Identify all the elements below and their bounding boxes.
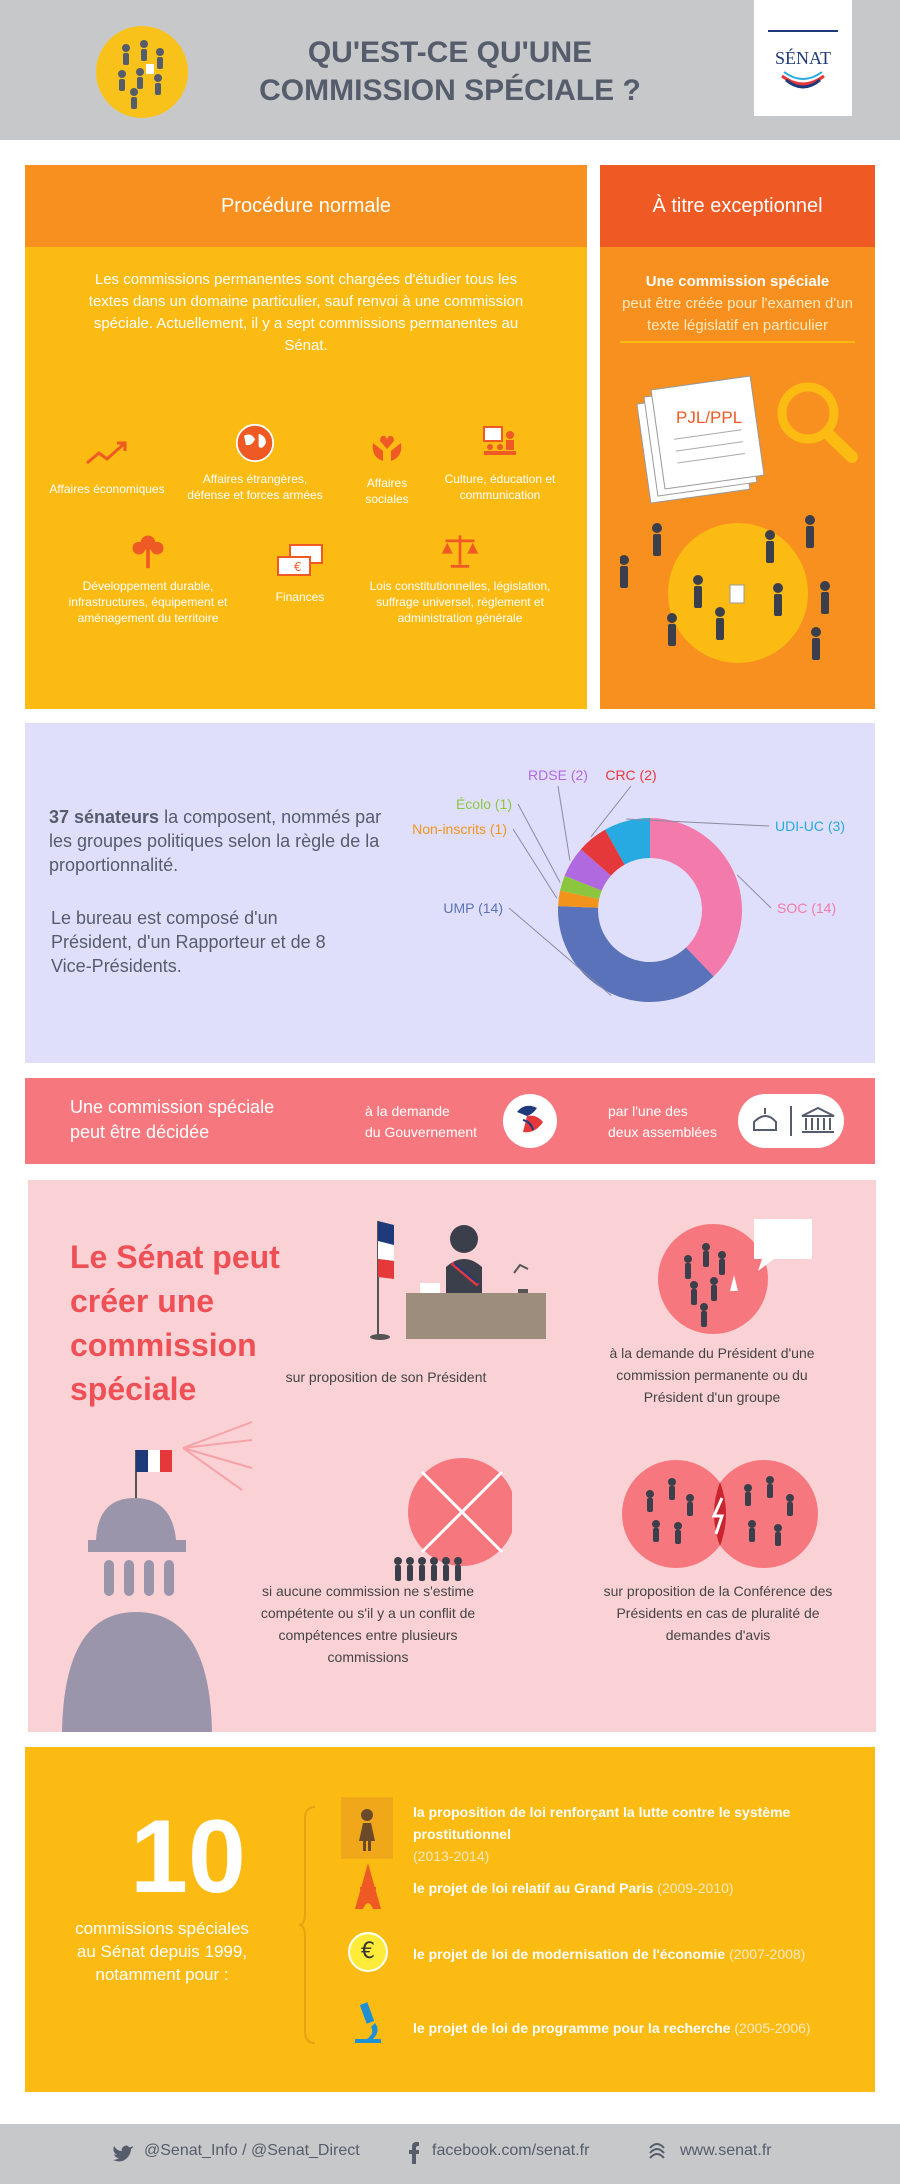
- brace-icon: [297, 1805, 319, 2045]
- case-president-proposal: sur proposition de son Président: [285, 1369, 487, 1385]
- law-item: le projet de loi de modernisation de l'économie (2007-2008): [413, 1946, 806, 1962]
- facebook-icon: [408, 2142, 420, 2164]
- donut-label: SOC (14): [777, 900, 837, 916]
- case-conference-presidents: sur proposition de la Conférence des Présidents en cas de pluralité de demandes d'avis: [603, 1583, 833, 1643]
- ten-commissions-panel: [25, 1747, 875, 2092]
- law-item: la proposition de loi renforçant la lutte contre le système prostitutionnel (2013-2014): [413, 1804, 791, 1864]
- donut-chart: [355, 723, 875, 1063]
- tree-icon: [126, 530, 170, 570]
- commission-count-caption: commissions spéciales au Sénat depuis 1999, notamment pour :: [75, 1919, 249, 1984]
- page-title: QU'EST-CE QU'UNE COMMISSION SPÉCIALE ?: [259, 36, 641, 107]
- commission-count: 10: [130, 1799, 246, 1915]
- senat-small-logo-icon: [646, 2142, 668, 2164]
- hands-icon: [367, 427, 407, 467]
- senat-can-panel: [28, 1180, 876, 1732]
- case-commission-request: à la demande du Président d'une commission permanente ou du Président d'un groupe: [609, 1345, 815, 1405]
- domain-foreign-affairs: Affaires étrangères, défense et forces armées: [185, 423, 325, 503]
- svg-text:€: €: [294, 560, 302, 574]
- euro-icon: €: [348, 1932, 388, 1972]
- marianne-icon: [503, 1094, 557, 1148]
- twitter-icon: [112, 2144, 134, 2162]
- scales-icon: [438, 530, 482, 570]
- eiffel-tower-icon: [351, 1861, 385, 1911]
- domain-sustainable-development: Développement durable, infrastructures, équipement et aménagement du territoire: [53, 530, 243, 626]
- domain-economy: Affaires économiques: [47, 433, 167, 497]
- footer: [0, 2124, 900, 2184]
- no-commission-icon: [392, 1457, 512, 1587]
- board-icon: [480, 423, 520, 463]
- senat-can-title: Le Sénat peut créer une commission spéciale: [70, 1239, 280, 1407]
- decision-band: [25, 1078, 875, 1164]
- website-link[interactable]: www.senat.fr: [680, 2142, 772, 2159]
- group-speech-icon: [658, 1215, 814, 1339]
- composition-text: 37 sénateurs la composent, nommés par les groupes politiques selon la règle de la proportionnalité.: [49, 807, 382, 875]
- exceptional-text: Une commission spéciale peut être créée pour l'examen d'un texte législatif en particulier: [622, 273, 853, 334]
- donut-label: Non-inscrits (1): [412, 821, 507, 837]
- conflict-groups-icon: [620, 1458, 820, 1570]
- domain-culture: Culture, éducation et communication: [435, 423, 565, 503]
- header: [0, 0, 900, 140]
- people-group-icon: [96, 26, 188, 118]
- decision-government: à la demande du Gouvernement: [365, 1103, 478, 1140]
- president-desk-icon: [368, 1215, 553, 1347]
- donut-slice-soc: [650, 818, 742, 976]
- woman-icon: [341, 1797, 393, 1859]
- donut-label: CRC (2): [605, 767, 657, 783]
- banknotes-icon: [276, 541, 324, 581]
- microscope-icon: [351, 2001, 385, 2047]
- case-no-competent-commission: si aucune commission ne s'estime compétente ou s'il y a un conflit de compétences entre plusieurs commissions: [260, 1583, 476, 1665]
- assemblies-icon: [738, 1094, 844, 1148]
- exceptional-heading: À titre exceptionnel: [600, 165, 875, 247]
- donut-slice-ump: [558, 906, 714, 1002]
- donut-label: UMP (14): [443, 900, 503, 916]
- domain-constitutional-laws: Lois constitutionnelles, législation, suffrage universel, règlement et administration générale: [365, 530, 555, 626]
- exceptional-panel: [600, 165, 875, 709]
- bureau-text: Le bureau est composé d'un Président, d'un Rapporteur et de 8 Vice-Présidents.: [51, 908, 326, 976]
- senate-building-icon: [48, 1380, 368, 1732]
- document-magnifier-icon: [630, 357, 860, 507]
- law-item: le projet de loi de programme pour la recherche (2005-2006): [413, 2020, 811, 2036]
- donut-leader-line: [558, 786, 570, 861]
- decision-lead: Une commission spéciale peut être décidée: [70, 1097, 275, 1142]
- donut-label: UDI-UC (3): [775, 818, 845, 834]
- domain-finances: € Finances: [260, 541, 340, 605]
- svg-text:PJL/PPL: PJL/PPL: [676, 408, 743, 427]
- donut-label: RDSE (2): [528, 767, 588, 783]
- decision-assemblies: par l'une des deux assemblées: [608, 1103, 717, 1140]
- law-item: le projet de loi relatif au Grand Paris (2009-2010): [413, 1880, 734, 1896]
- facebook-link[interactable]: facebook.com/senat.fr: [432, 2142, 590, 2159]
- twitter-link[interactable]: @Senat_Info / @Senat_Direct: [144, 2142, 360, 2159]
- normal-procedure-panel: [25, 165, 587, 709]
- people-around-icon: [620, 490, 860, 690]
- trend-up-icon: [85, 433, 129, 473]
- senat-logo: SÉNAT: [754, 0, 852, 116]
- divider: [620, 341, 855, 343]
- donut-leader-line: [737, 875, 771, 908]
- globe-icon: [233, 423, 277, 463]
- composition-panel: [25, 723, 875, 1063]
- normal-procedure-text: Les commissions permanentes sont chargées d'étudier tous les textes dans un domaine particulier, sauf renvoi à une commission spéciale. Actuellement, il y a sept commissions permanentes au Sénat.: [88, 271, 524, 354]
- domain-social: Affaires sociales: [347, 427, 427, 507]
- normal-procedure-heading: Procédure normale: [25, 165, 587, 247]
- donut-label: Écolo (1): [455, 796, 512, 812]
